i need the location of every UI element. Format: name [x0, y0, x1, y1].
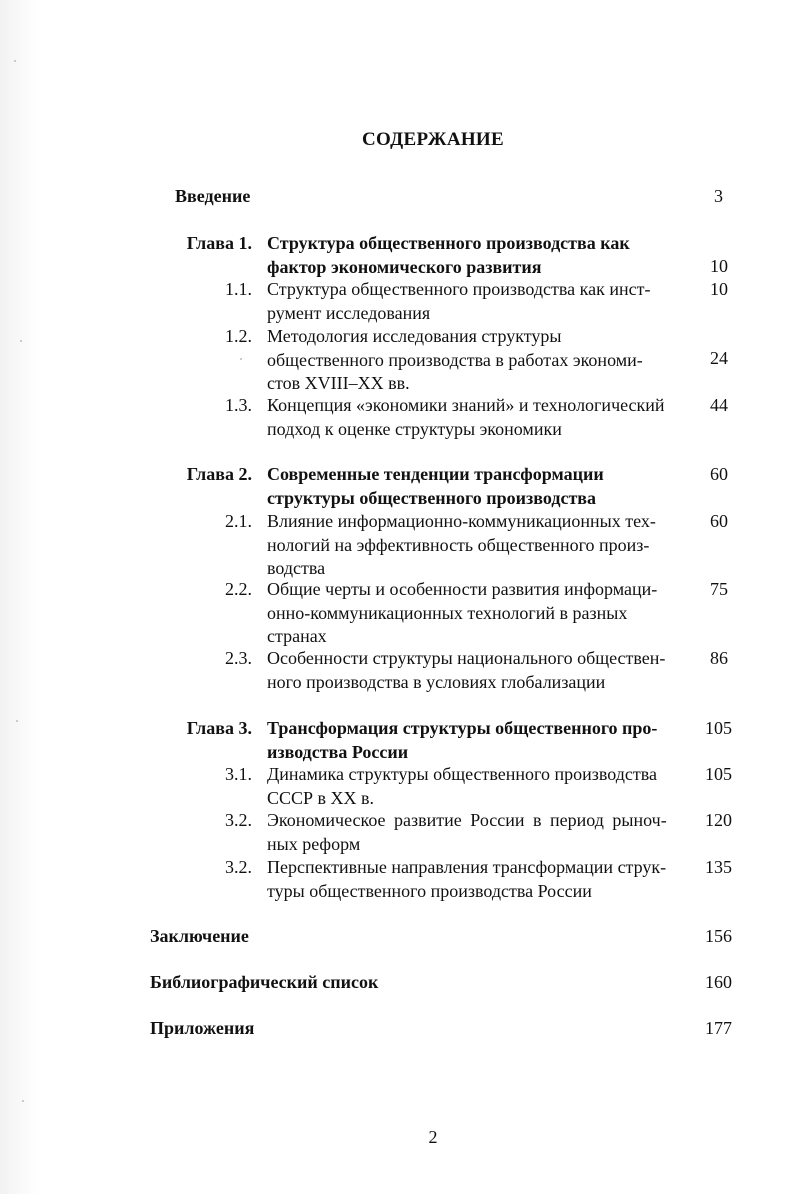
toc-ch2-title[interactable]: [267, 463, 604, 510]
toc-appendices-label[interactable]: Приложения: [150, 1018, 255, 1038]
toc-s22-page: 75: [710, 579, 728, 599]
toc-s13-line2: подход к оценке структуры экономики: [267, 418, 562, 439]
toc-ch3-page: 105: [705, 718, 732, 738]
toc-intro-label[interactable]: Введение: [175, 186, 251, 206]
toc-ch3-title[interactable]: [267, 717, 657, 764]
toc-ch1-line2: фактор экономического развития: [267, 256, 542, 277]
toc-s31-label: 3.1.: [225, 764, 252, 784]
scan-speck: [16, 720, 18, 722]
toc-ch3-label: Глава 3.: [186, 718, 252, 738]
toc-bibliography-label[interactable]: Библиографический список: [150, 972, 379, 992]
toc-s21-line2: нологий на эффективность общественного произ-: [267, 534, 650, 555]
toc-ch2-line1: Современные тенденции трансформации: [267, 464, 604, 484]
toc-s12-line1: Методология исследования структуры: [267, 326, 562, 346]
toc-s12-line3: стов XVIII–XX вв.: [267, 373, 410, 393]
toc-s21-label: 2.1.: [225, 511, 252, 531]
toc-s11-title[interactable]: [267, 278, 650, 325]
toc-s13-title[interactable]: [267, 394, 665, 441]
toc-s32-line2: ных реформ: [267, 833, 361, 854]
toc-s32-title[interactable]: [267, 809, 667, 856]
toc-s13-line1: Концепция «экономики знаний» и технологический: [267, 395, 665, 415]
toc-ch3-line2: изводства России: [267, 741, 409, 762]
scan-speck: [14, 60, 16, 62]
page-title: СОДЕРЖАНИЕ: [362, 129, 504, 150]
scan-speck: [22, 1100, 24, 1102]
toc-s23-line1: Особенности структуры национального обществен-: [267, 648, 666, 668]
toc-appendices-page: 177: [705, 1018, 732, 1038]
scan-speck: [20, 340, 22, 342]
toc-s33-line1: Перспективные направления трансформации струк-: [267, 857, 667, 877]
toc-s22-line3: странах: [267, 626, 327, 646]
toc-ch1-title[interactable]: [267, 232, 630, 279]
toc-s31-line2: СССР в XX в.: [267, 787, 375, 808]
toc-s22-line2: онно-коммуникационных технологий в разных: [267, 602, 628, 623]
toc-s31-line1: Динамика структуры общественного производства: [267, 764, 657, 784]
page-number: 2: [428, 1127, 438, 1147]
toc-conclusion-label[interactable]: Заключение: [150, 926, 249, 946]
toc-s13-label: 1.3.: [225, 395, 252, 415]
toc-ch2-line2: структуры общественного производства: [267, 487, 597, 508]
toc-intro-page: 3: [714, 186, 723, 206]
toc-s33-label: 3.2.: [225, 857, 252, 877]
toc-s23-label: 2.3.: [225, 648, 252, 668]
toc-s12-title[interactable]: [267, 325, 643, 396]
toc-s23-line2: ного производства в условиях глобализации: [267, 671, 606, 692]
toc-ch1-page: 10: [710, 256, 728, 276]
toc-s12-line2: общественного производства в работах экономи-: [267, 349, 643, 370]
toc-bibliography-page: 160: [705, 972, 732, 992]
toc-s33-line2: туры общественного производства России: [267, 880, 592, 901]
toc-s33-page: 135: [705, 857, 732, 877]
toc-s21-line3: водства: [267, 558, 326, 578]
toc-s11-line2: румент исследования: [267, 302, 431, 323]
toc-s11-page: 10: [710, 279, 728, 299]
toc-ch2-page: 60: [710, 464, 728, 484]
toc-s32-line1: Экономическое развитие России в период рыноч-: [267, 810, 667, 830]
toc-s21-page: 60: [710, 511, 728, 531]
toc-s11-line1: Структура общественного производства как инст-: [267, 279, 651, 299]
toc-conclusion-page: 156: [705, 926, 732, 946]
toc-s32-page: 120: [705, 810, 732, 830]
toc-s21-line1: Влияние информационно-коммуникационных тех-: [267, 511, 656, 531]
toc-s12-page: 24: [710, 348, 728, 368]
scan-edge: [0, 0, 40, 1194]
toc-ch3-line1: Трансформация структуры общественного про-: [267, 718, 658, 738]
toc-ch1-line1: Структура общественного производства как: [267, 233, 630, 253]
toc-s11-label: 1.1.: [225, 279, 252, 299]
toc-ch2-label: Глава 2.: [186, 464, 252, 484]
toc-s31-page: 105: [705, 764, 732, 784]
toc-s32-label: 3.2.: [225, 810, 252, 830]
toc-ch1-label: Глава 1.: [186, 233, 252, 253]
scan-speck: [240, 358, 242, 360]
toc-s22-label: 2.2.: [225, 579, 252, 599]
toc-s22-line1: Общие черты и особенности развития информаци-: [267, 579, 658, 599]
toc-s12-label: 1.2.: [225, 326, 252, 346]
toc-s13-page: 44: [710, 395, 728, 415]
toc-s23-page: 86: [710, 648, 728, 668]
toc-s23-title[interactable]: [267, 647, 665, 694]
toc-s22-title[interactable]: [267, 578, 657, 649]
toc-s33-title[interactable]: [267, 856, 666, 903]
toc-s21-title[interactable]: [267, 510, 656, 581]
toc-s31-title[interactable]: [267, 763, 657, 810]
